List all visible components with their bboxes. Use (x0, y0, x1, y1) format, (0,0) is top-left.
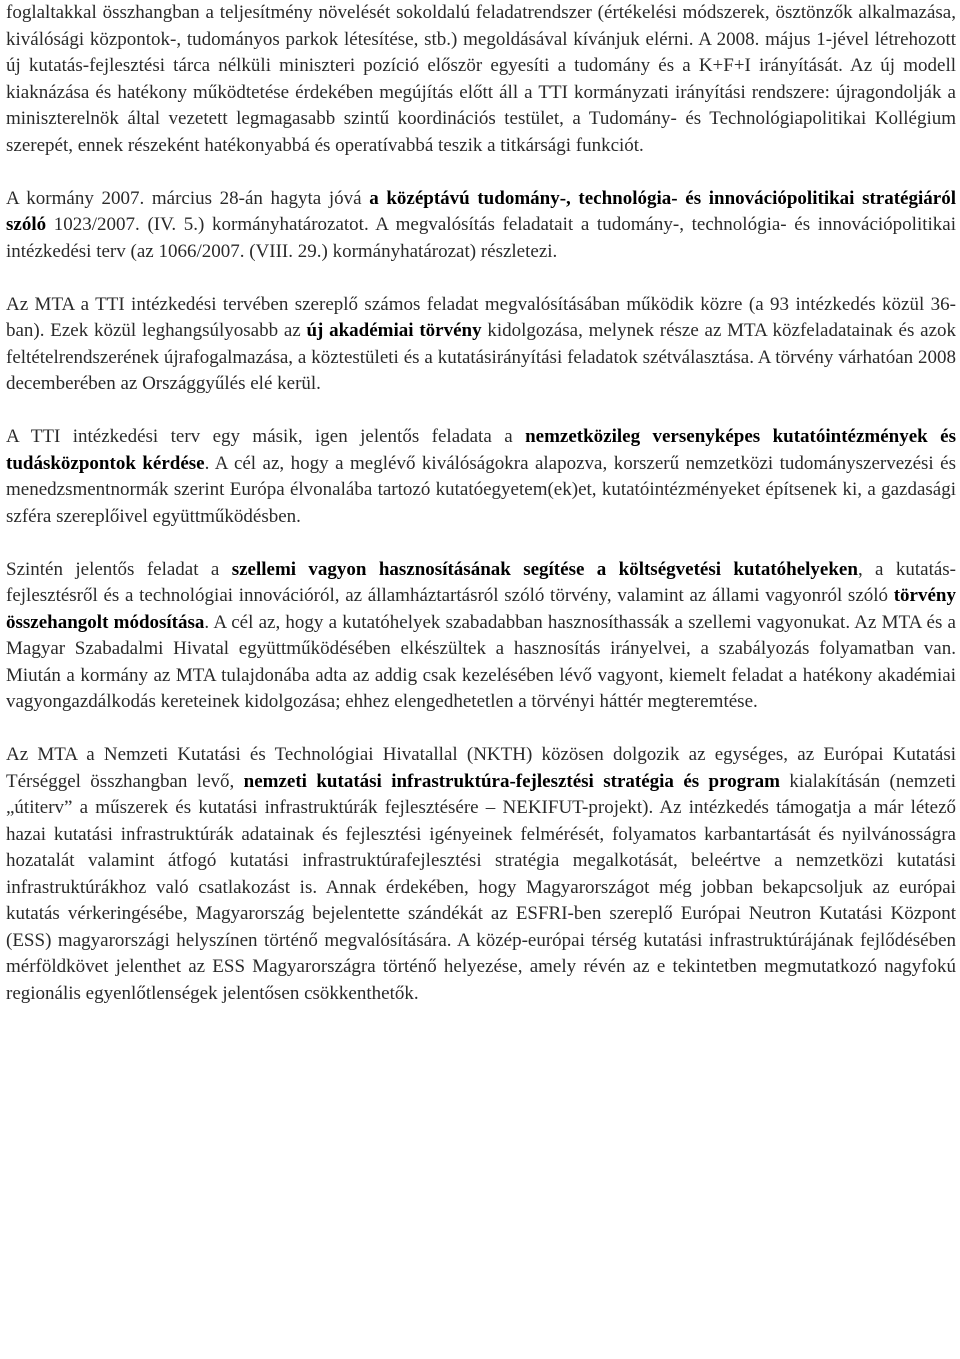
paragraph-text: foglaltakkal összhangban a teljesítmény növelését sokoldalú feladatrendszer (értékelési módszerek, ösztönzők alkalmazása, kiválósági központok-, tudományos parkok létesítése, stb.) megoldásával kívánjuk elérni. A 2008. május 1-jével létrehozott új kutatás-fejlesztési tárca nélküli miniszteri pozíció először egyesíti a tudomány és a K+F+I irányítását. Az új modell kiaknázása és hatékony működtetése érdekében megújítás előtt áll a TTI kormányzati irányítási rendszere: újragondolják a miniszterelnök által vezetett legmagasabb szintű koordinációs testület, a Tudomány- és Technológiapolitikai Kollégium szerepét, ennek részeként hatékonyabbá és operatívabbá teszik a titkársági funkciót. (6, 2, 956, 156)
paragraph-text: 1023/2007. (IV. 5.) kormányhatározatot. A megvalósítás feladatait a tudomány-, technológia- és innovációpolitikai intézkedési terv (az 1066/2007. (VIII. 29.) kormányhatározat) részletezi. (6, 214, 956, 262)
paragraph-text: . A cél az, hogy a meglévő kiválóságokra alapozva, korszerű nemzetközi tudományszervezési és menedzsmentnormák szerint Európa élvonalába tartozó kutatóegyetem(ek)et, kutatóintézményeket építsenek ki, a gazdasági szféra szereplőivel együttműködésben. (6, 452, 956, 527)
paragraph-text: A kormány 2007. március 28-án hagyta jóvá (6, 187, 370, 209)
paragraph-text: Az MTA a TTI intézkedési tervében szereplő számos feladat megvalósításában működik közre (a 93 intézkedés közül 36-ban). Ezek közül leghangsúlyosabb az (6, 293, 956, 341)
paragraph (6, 424, 956, 530)
bold-emphasis: nemzetközileg versenyképes kutatóintézmények és tudásközpontok kérdése (6, 426, 956, 474)
paragraph-text: Az MTA a Nemzeti Kutatási és Technológiai Hivatallal (NKTH) közösen dolgozik az egységes, az Európai Kutatási Térséggel összhangban levő, (6, 744, 956, 792)
paragraph (6, 186, 956, 266)
paragraph-text: kidolgozása, melynek része az MTA közfeladatainak és azok feltételrendszerének újrafogalmazása, a köztestületi és a kutatásirányítási feladatok szétválasztása. A törvény várhatóan 2008 decemberében az Országgyűlés elé kerül. (6, 320, 956, 394)
bold-emphasis: törvény összehangolt módosítása (6, 585, 956, 633)
paragraph (6, 0, 956, 159)
bold-emphasis: a középtávú tudomány-, technológia- és innovációpolitikai stratégiáról szóló (6, 187, 956, 235)
bold-emphasis: új akadémiai törvény (306, 320, 482, 341)
paragraph (6, 742, 956, 1007)
paragraph-text: A TTI intézkedési terv egy másik, igen jelentős feladata a (6, 426, 526, 447)
paragraph-text: . A cél az, hogy a kutatóhelyek szabadabban hasznosíthassák a szellemi vagyonukat. Az MTA és a Magyar Szabadalmi Hivatal együttműködésében elkészültek a hasznosítás irányelvei, a szabályozás folyamatban van. Miután a kormány az MTA tulajdonába adta az addig csak kezelésében lévő vagyont, kiemelt feladat a hatékony akadémiai vagyongazdálkodás kereteinek kidolgozása; ehhez elengedhetetlen a törvényi háttér megteremtése. (6, 611, 956, 712)
bold-emphasis: szellemi vagyon hasznosításának segítése a költségvetési kutatóhelyeken (231, 558, 858, 580)
document-page (6, 0, 956, 1007)
paragraph-text: , a kutatás-fejlesztésről és a technológiai innovációról, az államháztartásról szóló törvény, valamint az állami vagyonról szóló (6, 558, 956, 606)
paragraph-text: Szintén jelentős feladat a (6, 558, 232, 580)
bold-emphasis: nemzeti kutatási infrastruktúra-fejlesztési stratégia és program (243, 770, 780, 792)
paragraph (6, 557, 956, 716)
paragraph (6, 292, 956, 398)
paragraph-text: kialakításán (nemzeti „útiterv” a műszerek és kutatási infrastruktúrák fejlesztésére – NEKIFUT-projekt). Az intézkedés támogatja a már létező hazai kutatási infrastruktúrák adatainak és fejlesztési igényeinek felmérését, folyamatos karbantartását és nyilvánosságra hozatalát valamint átfogó kutatási infrastruktúrafejlesztési stratégia megalkotását, beleértve a nemzetközi kutatási infrastruktúrákhoz való csatlakozást is. Annak érdekében, hogy Magyarországot még jobban bekapcsoljuk az európai kutatás vérkeringésébe, Magyarország bejelentette szándékát az ESFRI-ben szereplő Európai Neutron Kutatási Központ (ESS) magyarországi helyszínen történő megvalósítására. A közép-európai térség kutatási infrastruktúrájának fejlődésében mérföldkövet jelenthet az ESS Magyarországra történő helyezése, amely révén az e tekintetben megmutatkozó nagyfokú regionális egyenlőtlenségek jelentősen csökkenthetők. (6, 770, 956, 1004)
